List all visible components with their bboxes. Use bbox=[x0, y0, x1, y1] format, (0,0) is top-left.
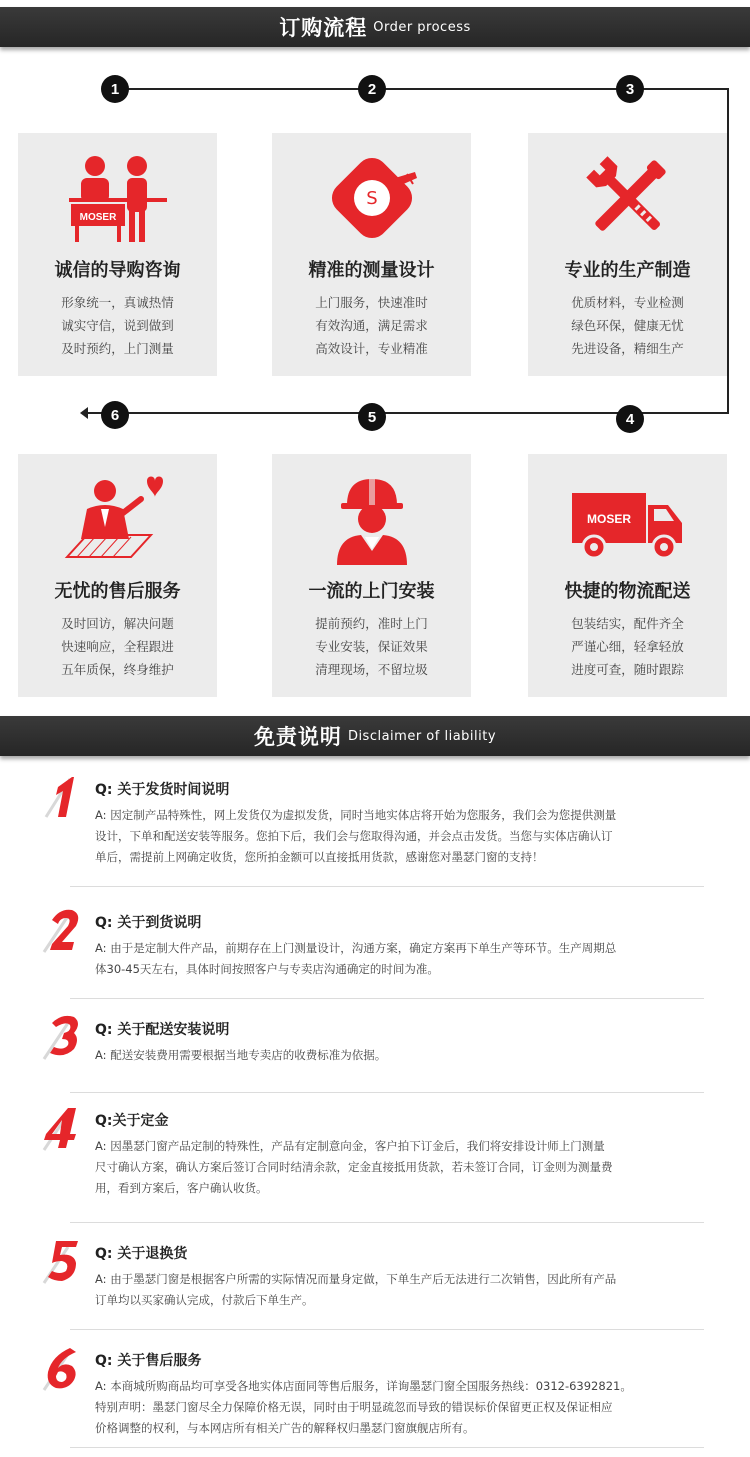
moser-logo-text: MOSER bbox=[79, 212, 116, 223]
desc-line: 及时回访，解决问题 bbox=[61, 616, 174, 631]
answer-line: A: 本商城所购商品均可享受各地实体店面同等售后服务，详询墨瑟门窗全国服务热线：0312-6392821。 bbox=[95, 1379, 632, 1393]
number-2-icon bbox=[40, 906, 90, 956]
desc-line: 诚实守信，说到做到 bbox=[61, 318, 174, 333]
answer-line: A: 配送安装费用需要根据当地专卖店的收费标准为依据。 bbox=[95, 1048, 387, 1062]
desc-line: 先进设备，精细生产 bbox=[571, 341, 684, 356]
desc-line: 专业安装，保证效果 bbox=[315, 639, 428, 654]
divider bbox=[70, 1329, 704, 1330]
answer-line: A: 因墨瑟门窗产品定制的特殊性，产品有定制意向金，客户拍下订金后，我们将安排设计师上门测量 bbox=[95, 1139, 605, 1153]
number-3-icon bbox=[40, 1013, 90, 1063]
divider bbox=[70, 1222, 704, 1223]
answer-line: A: 由于是定制大件产品，前期存在上门测量设计，沟通方案，确定方案再下单生产等环节。生产周期总 bbox=[95, 941, 617, 955]
faq-question: Q: 关于售后服务 bbox=[95, 1353, 202, 1369]
process-card-6 bbox=[18, 454, 217, 697]
faq-answer bbox=[95, 1269, 705, 1311]
step-number-5: 5 bbox=[358, 403, 386, 431]
process-card-1 bbox=[18, 133, 217, 376]
answer-line: A: 由于墨瑟门窗是根据客户所需的实际情况而量身定做，下单生产后无法进行二次销售，因此所有产品 bbox=[95, 1272, 617, 1286]
faq-item-5 bbox=[40, 1243, 705, 1323]
section-title: 免责说明 bbox=[253, 725, 342, 749]
flow-line-right bbox=[727, 88, 729, 414]
section-subtitle: Disclaimer of liability bbox=[347, 728, 497, 744]
faq-answer bbox=[95, 805, 705, 868]
process-card-4 bbox=[528, 454, 727, 697]
disclaimer-header bbox=[0, 716, 750, 756]
step-number-2: 2 bbox=[358, 75, 386, 103]
card-description bbox=[18, 612, 217, 681]
card-title: 一流的上门安装 bbox=[308, 581, 435, 602]
answer-line: 单后，需提前上网确定收货，您所拍金额可以直接抵用货款，感谢您对墨瑟门窗的支持！ bbox=[95, 850, 544, 864]
card-description bbox=[272, 291, 471, 360]
faq-answer bbox=[95, 1136, 705, 1199]
consultant-desk-icon bbox=[18, 148, 217, 248]
flow-arrow-icon bbox=[80, 407, 88, 419]
faq-question: Q:关于定金 bbox=[95, 1113, 169, 1129]
desc-line: 绿色环保，健康无忧 bbox=[571, 318, 684, 333]
faq-question: Q: 关于发货时间说明 bbox=[95, 782, 230, 798]
faq-item-1 bbox=[40, 779, 705, 879]
answer-line: 用，看到方案后，客户确认收货。 bbox=[95, 1181, 268, 1195]
faq-item-4 bbox=[40, 1110, 705, 1210]
process-card-2 bbox=[272, 133, 471, 376]
number-4-icon bbox=[40, 1104, 90, 1154]
faq-answer bbox=[95, 1045, 705, 1066]
card-title: 快捷的物流配送 bbox=[564, 581, 691, 602]
faq-item-2 bbox=[40, 912, 705, 992]
divider bbox=[70, 886, 704, 887]
moser-logo-text: MOSER bbox=[586, 512, 631, 526]
answer-line: 特别声明：墨瑟门窗尽全力保障价格无误，同时由于明显疏忽而导致的错误标价保留更正权及保证相应 bbox=[95, 1400, 613, 1414]
faq-question: Q: 关于退换货 bbox=[95, 1246, 188, 1262]
section-subtitle: Order process bbox=[373, 19, 471, 35]
desc-line: 包装结实，配件齐全 bbox=[571, 616, 684, 631]
card-description bbox=[272, 612, 471, 681]
answer-line: 尺寸确认方案，确认方案后签订合同时结清余款，定金直接抵用货款，若未签订合同，订金则为测量费 bbox=[95, 1160, 613, 1174]
desc-line: 严谨心细，轻拿轻放 bbox=[571, 639, 684, 654]
tools-icon bbox=[528, 148, 727, 248]
card-description bbox=[528, 291, 727, 360]
divider bbox=[70, 998, 704, 999]
answer-line: 设计，下单和配送安装等服务。您拍下后，我们会与您取得沟通，并会点击发货。当您与实体店确认订 bbox=[95, 829, 613, 843]
desc-line: 清理现场，不留垃圾 bbox=[315, 662, 428, 677]
order-process-header bbox=[0, 7, 750, 47]
desc-line: 快速响应，全程跟进 bbox=[61, 639, 174, 654]
desc-line: 形象统一，真诚热情 bbox=[61, 295, 174, 310]
card-description bbox=[18, 291, 217, 360]
faq-question: Q: 关于到货说明 bbox=[95, 915, 202, 931]
card-description bbox=[528, 612, 727, 681]
faq-question: Q: 关于配送安装说明 bbox=[95, 1022, 230, 1038]
section-title: 订购流程 bbox=[279, 16, 368, 40]
step-number-6: 6 bbox=[101, 401, 129, 429]
desc-line: 优质材料，专业检测 bbox=[571, 295, 684, 310]
step-number-1: 1 bbox=[101, 75, 129, 103]
answer-line: 订单均以买家确认完成，付款后下单生产。 bbox=[95, 1293, 314, 1307]
service-heart-icon bbox=[18, 469, 217, 569]
card-title: 精准的测量设计 bbox=[308, 260, 435, 281]
desc-line: 进度可查，随时跟踪 bbox=[571, 662, 684, 677]
card-title: 无忧的售后服务 bbox=[54, 581, 181, 602]
desc-line: 上门服务，快速准时 bbox=[315, 295, 428, 310]
step-number-4: 4 bbox=[616, 405, 644, 433]
answer-line: A: 因定制产品特殊性，网上发货仅为虚拟发货，同时当地实体店将开始为您服务，我们会为您提供测量 bbox=[95, 808, 617, 822]
faq-item-3 bbox=[40, 1019, 705, 1079]
process-card-5 bbox=[272, 454, 471, 697]
step-number-3: 3 bbox=[616, 75, 644, 103]
desc-line: 有效沟通，满足需求 bbox=[315, 318, 428, 333]
faq-answer bbox=[95, 938, 705, 980]
number-5-icon bbox=[40, 1237, 90, 1287]
desc-line: 五年质保，终身维护 bbox=[61, 662, 174, 677]
number-6-icon bbox=[40, 1344, 90, 1394]
faq-item-6 bbox=[40, 1350, 705, 1450]
card-title: 专业的生产制造 bbox=[564, 260, 691, 281]
divider bbox=[70, 1092, 704, 1093]
desc-line: 提前预约，准时上门 bbox=[315, 616, 428, 631]
process-card-3 bbox=[528, 133, 727, 376]
answer-line: 体30-45天左右，具体时间按照客户与专卖店沟通确定的时间为准。 bbox=[95, 962, 439, 976]
number-1-icon bbox=[40, 773, 90, 823]
delivery-truck-icon bbox=[528, 469, 727, 569]
answer-line: 价格调整的权利，与本网店所有相关广告的解释权归墨瑟门窗旗舰店所有。 bbox=[95, 1421, 475, 1435]
desc-line: 及时预约，上门测量 bbox=[61, 341, 174, 356]
svg-text:S: S bbox=[365, 188, 378, 209]
card-title: 诚信的导购咨询 bbox=[54, 260, 181, 281]
worker-helmet-icon bbox=[272, 469, 471, 569]
desc-line: 高效设计，专业精准 bbox=[315, 341, 428, 356]
tape-measure-icon bbox=[272, 148, 471, 248]
faq-answer bbox=[95, 1376, 705, 1439]
divider bbox=[70, 1447, 704, 1448]
